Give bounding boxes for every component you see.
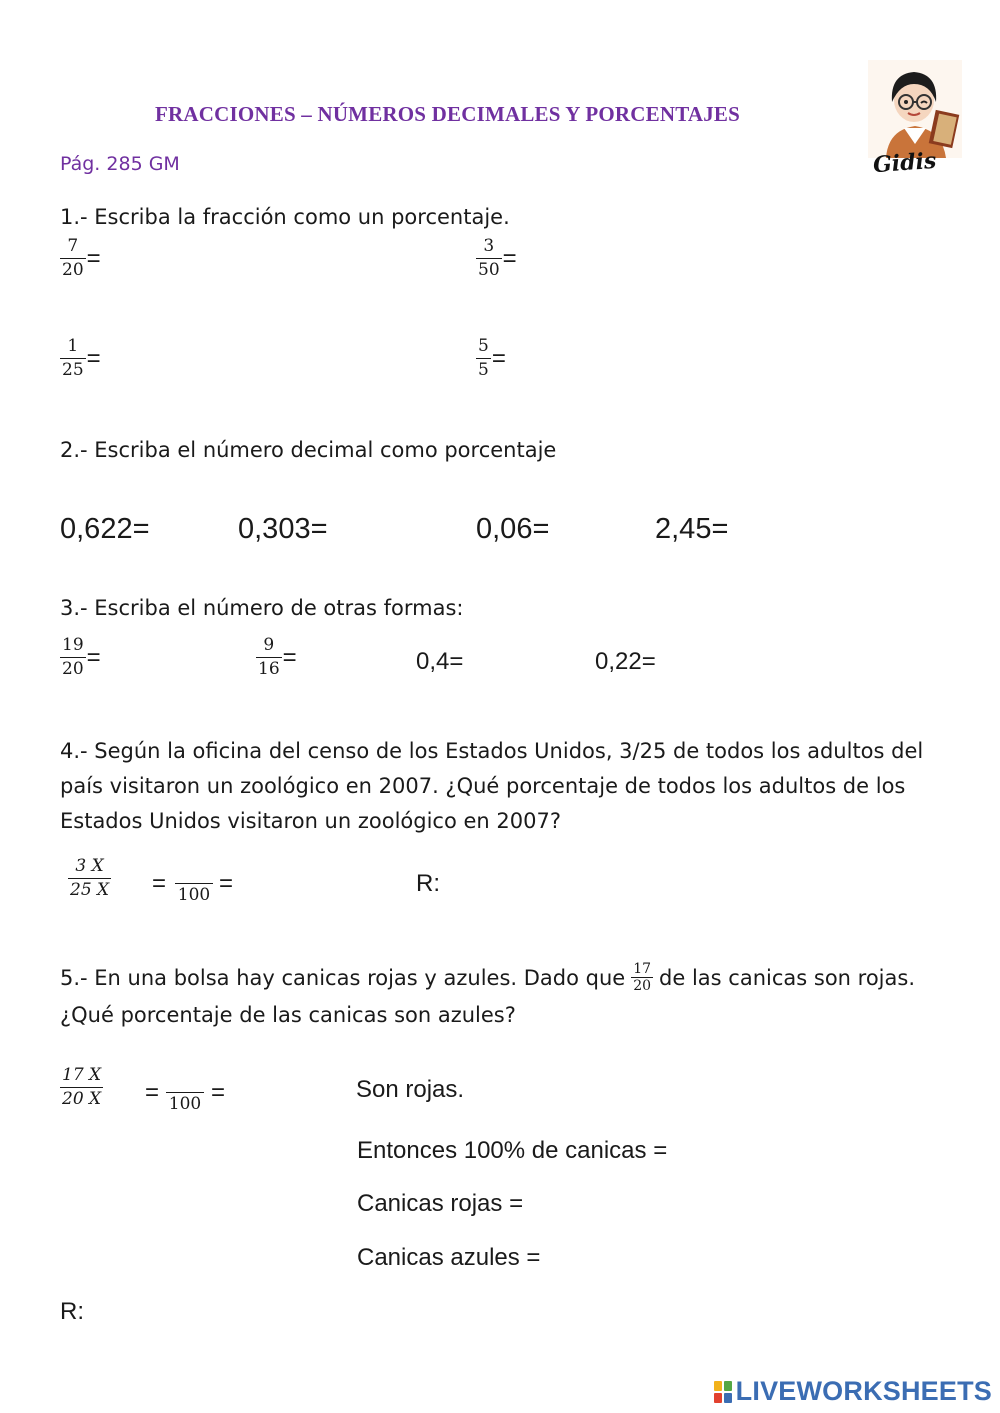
equals-sign: = bbox=[219, 870, 234, 897]
q4-blank-fraction bbox=[175, 863, 213, 904]
denominator: 16 bbox=[258, 659, 280, 679]
q5-canicas-rojas-line: Canicas rojas = bbox=[357, 1190, 524, 1217]
equals-sign: = bbox=[211, 1079, 226, 1106]
denominator: 20 bbox=[62, 260, 84, 280]
q5-entonces-line: Entonces 100% de canicas = bbox=[357, 1137, 668, 1164]
question-5-prompt-line-2: ¿Qué porcentaje de las canicas son azules? bbox=[60, 1003, 516, 1027]
q4-fraction bbox=[68, 858, 111, 899]
numerator: 17 X bbox=[62, 1065, 102, 1085]
numerator: 7 bbox=[67, 236, 79, 256]
q3-fraction-1 bbox=[60, 637, 101, 678]
equals-sign: = bbox=[86, 344, 101, 372]
q3-decimal-2: 0,22= bbox=[595, 648, 656, 675]
q5-prompt-end: de las canicas son rojas. bbox=[659, 965, 915, 990]
q3-fraction-2 bbox=[256, 637, 297, 678]
denominator: 100 bbox=[166, 1092, 204, 1113]
page-reference: Pág. 285 GM bbox=[60, 153, 180, 175]
q5-blank-fraction bbox=[166, 1072, 204, 1113]
denominator: 100 bbox=[175, 883, 213, 904]
logo-block bbox=[724, 1393, 732, 1403]
numerator: 9 bbox=[263, 635, 275, 655]
q2-decimal-3: 0,06= bbox=[476, 513, 550, 545]
numerator: 3 bbox=[483, 236, 495, 256]
q2-decimal-4: 2,45= bbox=[655, 513, 729, 545]
equals-sign: = bbox=[152, 870, 167, 897]
numerator: 5 bbox=[478, 336, 489, 356]
equals-sign: = bbox=[145, 1079, 160, 1106]
denominator: 5 bbox=[478, 360, 489, 380]
logo-block bbox=[714, 1393, 722, 1403]
liveworksheets-logo-icon bbox=[714, 1381, 732, 1403]
denominator: 25 X bbox=[70, 880, 110, 900]
numerator: 17 bbox=[633, 961, 652, 977]
denominator: 50 bbox=[478, 260, 500, 280]
logo-block bbox=[714, 1381, 722, 1391]
liveworksheets-logo-text: LIVEWORKSHEETS bbox=[735, 1376, 992, 1406]
equals-sign: = bbox=[491, 344, 506, 372]
q3-decimal-1: 0,4= bbox=[416, 648, 464, 675]
equals-sign: = bbox=[282, 643, 297, 671]
q1-fraction-2 bbox=[476, 238, 517, 279]
signature: Gidis bbox=[872, 147, 938, 179]
numerator: 3 X bbox=[75, 856, 104, 876]
question-4-prompt: 4.- Según la oficina del censo de los Estados Unidos, 3/25 de todos los adultos del país visitaron un zoológico en 2007. ¿Qué porcentaje de todos los adultos de los Estados Unidos visitaron un zoológico en 2007? bbox=[60, 739, 924, 833]
equals-sign: = bbox=[86, 643, 101, 671]
q4-answer-label: R: bbox=[416, 870, 440, 897]
q5-fraction bbox=[60, 1067, 103, 1108]
question-5-prompt-line-1 bbox=[60, 962, 915, 993]
liveworksheets-logo bbox=[714, 1376, 992, 1407]
numerator: 1 bbox=[67, 336, 79, 356]
q5-prompt-start: 5.- En una bolsa hay canicas rojas y azules. Dado que bbox=[60, 965, 626, 990]
q5-son-rojas: Son rojas. bbox=[356, 1076, 465, 1103]
denominator: 25 bbox=[62, 360, 84, 380]
numerator: 19 bbox=[62, 635, 84, 655]
teacher-avatar-illustration bbox=[868, 60, 962, 158]
logo-block bbox=[724, 1381, 732, 1391]
q1-fraction-3 bbox=[60, 338, 101, 379]
denominator: 20 bbox=[633, 978, 652, 994]
equals-sign: = bbox=[502, 244, 517, 272]
page-title: FRACCIONES – NÚMEROS DECIMALES Y PORCENTAJES bbox=[155, 102, 740, 126]
denominator: 20 bbox=[62, 659, 84, 679]
question-2-prompt: 2.- Escriba el número decimal como porcentaje bbox=[60, 438, 557, 462]
denominator: 20 X bbox=[62, 1089, 102, 1109]
equals-sign: = bbox=[86, 244, 101, 272]
q5-inline-fraction bbox=[631, 962, 653, 993]
q5-answer-label: R: bbox=[60, 1298, 84, 1325]
question-1-prompt: 1.- Escriba la fracción como un porcentaje. bbox=[60, 205, 510, 229]
q5-canicas-azules-line: Canicas azules = bbox=[357, 1244, 541, 1271]
q1-fraction-4 bbox=[476, 338, 506, 379]
q2-decimal-1: 0,622= bbox=[60, 513, 150, 545]
question-3-prompt: 3.- Escriba el número de otras formas: bbox=[60, 596, 464, 620]
q2-decimal-2: 0,303= bbox=[238, 513, 328, 545]
q1-fraction-1 bbox=[60, 238, 101, 279]
